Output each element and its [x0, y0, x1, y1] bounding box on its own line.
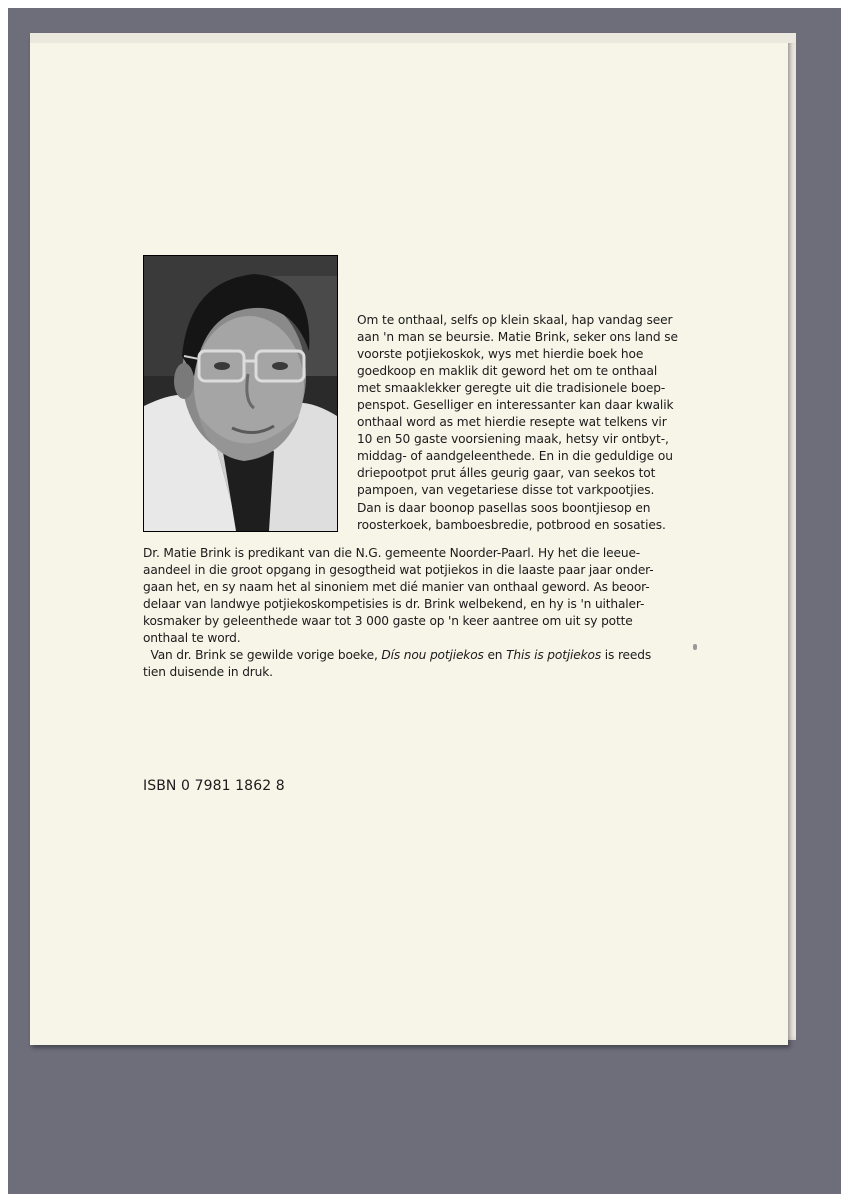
blurb-line: pampoen, van vegetariese disse tot varkpootjies. [357, 483, 655, 498]
author-photo [143, 255, 338, 532]
books-and: en [483, 648, 507, 663]
author-portrait-icon [144, 256, 337, 531]
blurb-line: 10 en 50 gaste voorsiening maak, hetsy vir ontbyt-, [357, 432, 669, 447]
author-bio [143, 545, 703, 681]
books-prefix: Van dr. Brink se gewilde vorige boeke, [150, 648, 382, 663]
cover-top-edge [30, 33, 796, 43]
bio-line: aandeel in die groot opgang in gesogtheid wat potjiekos in die laaste paar jaar onder- [143, 563, 654, 578]
bio-line: onthaal te word. [143, 631, 241, 646]
previous-books-line [143, 647, 703, 664]
blurb-line: goedkoop en maklik dit geword het om te onthaal [357, 364, 658, 379]
blurb-line: Dan is daar boonop pasellas soos boontjiesop en [357, 500, 651, 515]
blurb-line: aan 'n man se beursie. Matie Brink, seker ons land se [357, 330, 678, 345]
blurb-line: penspot. Geselliger en interessanter kan daar kwalik [357, 398, 674, 413]
blurb-line: met smaaklekker geregte uit die tradisionele boep- [357, 381, 666, 396]
blurb-paragraph [357, 312, 687, 534]
blurb-line: voorste potjiekoskok, wys met hierdie boek hoe [357, 347, 644, 362]
bio-line: tien duisende in druk. [143, 665, 273, 680]
bio-line: Dr. Matie Brink is predikant van die N.G. gemeente Noorder-Paarl. Hy het die leeue- [143, 546, 641, 560]
blurb-line: onthaal word as met hierdie resepte wat telkens vir [357, 415, 667, 430]
bio-line: kosmaker by geleenthede waar tot 3 000 gaste op 'n keer aantree om uit sy potte [143, 614, 633, 629]
blurb-line: driepootpot prut álles geurig gaar, van seekos tot [357, 466, 656, 481]
bio-line: gaan het, en sy naam het al sinoniem met dié manier van onthaal geword. As beoor- [143, 580, 650, 595]
blurb-line: Om te onthaal, selfs op klein skaal, hap vandag seer [357, 313, 673, 327]
blurb-line: roosterkoek, bamboesbredie, potbrood en sosaties. [357, 517, 666, 532]
books-suffix: is reeds [601, 648, 652, 663]
paper-speck [693, 644, 697, 650]
book-title-1: Dís nou potjiekos [381, 648, 484, 663]
blurb-line: middag- of aandgeleenthede. En in die geduldige ou [357, 449, 673, 464]
isbn-number: ISBN 0 7981 1862 8 [143, 778, 285, 794]
book-back-cover [30, 33, 788, 1045]
bio-line: delaar van landwye potjiekoskompetisies is dr. Brink welbekend, en hy is 'n uithaler- [143, 597, 645, 612]
book-title-2: This is potjiekos [506, 648, 602, 663]
